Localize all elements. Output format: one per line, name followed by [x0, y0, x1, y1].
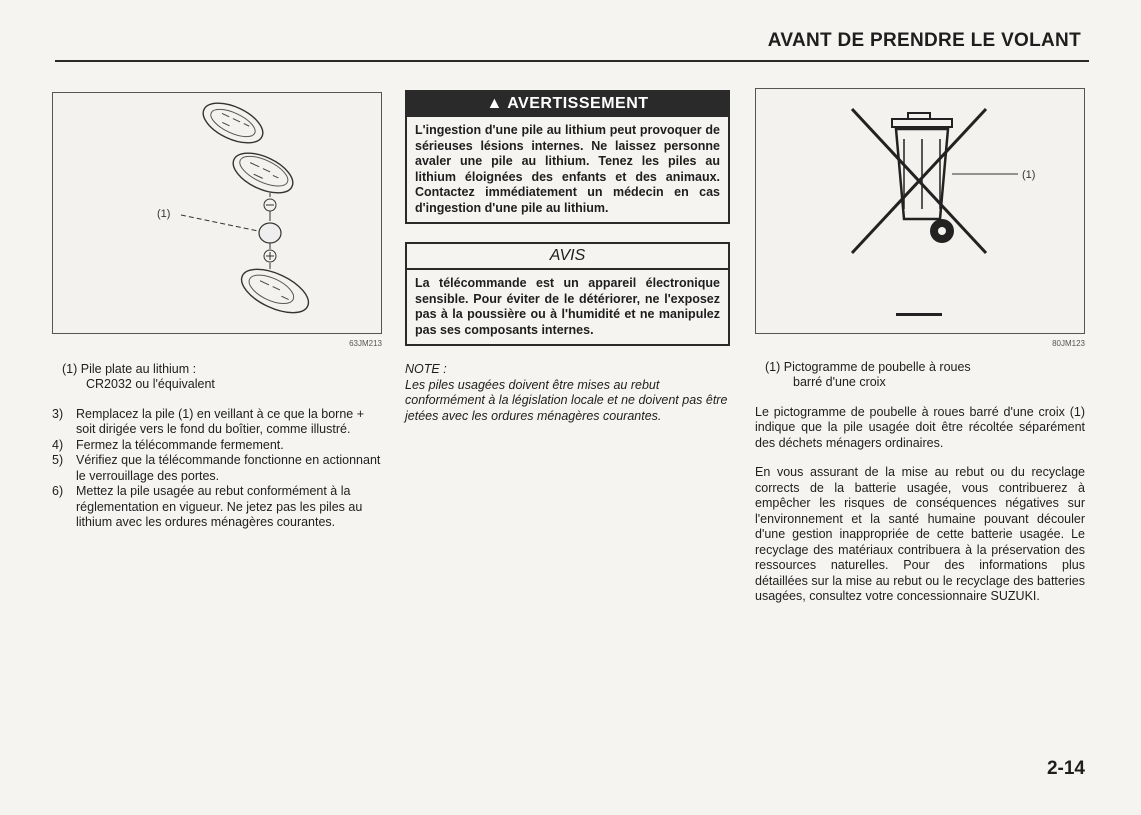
header-rule — [55, 60, 1089, 62]
figure-callout-1: (1) — [157, 208, 171, 220]
step-number: 6) — [52, 484, 64, 498]
page-number: 2-14 — [1046, 758, 1085, 779]
figure-code: 63JM213 — [349, 339, 382, 348]
warning-triangle-icon: ▲ — [486, 95, 503, 112]
key-battery-figure — [52, 92, 382, 334]
step-item — [52, 407, 382, 438]
key-fob-exploded-illustration — [53, 93, 381, 331]
step-text: Remplacez la pile (1) en veillant à ce que la borne + soit dirigée vers le fond du boîtier, comme illustré. — [76, 406, 365, 436]
note-block — [405, 362, 730, 424]
step-item — [52, 484, 382, 531]
figure-code: 80JM123 — [1052, 339, 1085, 348]
figure-callout-1: (1) — [1022, 169, 1036, 181]
warning-title: AVERTISSEMENT — [507, 95, 649, 112]
caption-number: (1) — [62, 361, 78, 376]
figure-caption — [62, 362, 382, 393]
figure-caption — [765, 360, 1085, 391]
caption-line-1: Pile plate au lithium : — [80, 361, 197, 376]
notice-text: La télécommande est un appareil électronique sensible. Pour éviter de le détériorer, ne l'exposez pas à la poussière ou à l'humidité et ne manipulez pas ses composants internes. — [405, 270, 730, 346]
middle-column — [405, 90, 730, 424]
recycling-figure — [755, 88, 1085, 334]
step-item — [52, 453, 382, 484]
step-number: 4) — [52, 437, 64, 452]
caption-line-1: Pictogramme de poubelle à roues — [783, 359, 971, 374]
warning-text: L'ingestion d'une pile au lithium peut provoquer de sérieuses lésions internes. Ne laissez personne avaler une pile au lithium. Tenez les piles au lithium éloignées des enfants et des animaux. Contactez immédiatement un médecin en cas d'ingestion d'une pile au lithium. — [405, 117, 730, 224]
warning-box — [405, 90, 730, 224]
caption-line-2: barré d'une croix — [793, 375, 886, 389]
step-item — [52, 438, 382, 454]
step-text: Mettez la pile usagée au rebut conformément à la réglementation en vigueur. Ne jetez pas les piles au lithium avec les ordures ménagères courantes. — [76, 484, 363, 529]
step-text: Fermez la télécommande fermement. — [76, 437, 284, 452]
right-column — [755, 88, 1085, 605]
steps-list — [52, 407, 382, 531]
step-number: 3) — [52, 406, 64, 421]
step-number: 5) — [52, 453, 64, 467]
step-text: Vérifiez que la télécommande fonctionne en actionnant le verrouillage des portes. — [76, 453, 381, 483]
page-header-title: AVANT DE PRENDRE LE VOLANT — [767, 30, 1081, 51]
caption-number: (1) — [765, 359, 781, 374]
crossed-out-wheelie-bin-icon — [756, 89, 1084, 331]
paragraph-2: En vous assurant de la mise au rebut ou du recyclage corrects de la batterie usagée, vous contribuerez à empêcher les risques de conséquences négatives sur l'environnement et la santé humaine pouvant découler d'une gestion inappropriée de cette batterie usagée. Le recyclage des matériaux contribuera à la préservation des ressources naturelles. Pour des informations plus détaillées sur la mise au rebut ou le recyclage des batteries usagées, consultez votre concessionnaire SUZUKI. — [755, 465, 1085, 603]
note-title: NOTE : — [405, 362, 447, 376]
note-text: Les piles usagées doivent être mises au rebut conformément à la législation locale et ne doivent pas être jetées avec les ordures ménagères courantes. — [405, 377, 728, 423]
left-column — [52, 92, 382, 531]
notice-title: AVIS — [405, 242, 730, 270]
paragraph-1: Le pictogramme de poubelle à roues barré d'une croix (1) indique que la pile usagée doit être récoltée séparément des déchets ménagers ordinaires. — [755, 404, 1085, 450]
caption-line-2: CR2032 ou l'équivalent — [86, 377, 215, 391]
notice-box — [405, 242, 730, 346]
warning-header — [405, 90, 730, 117]
